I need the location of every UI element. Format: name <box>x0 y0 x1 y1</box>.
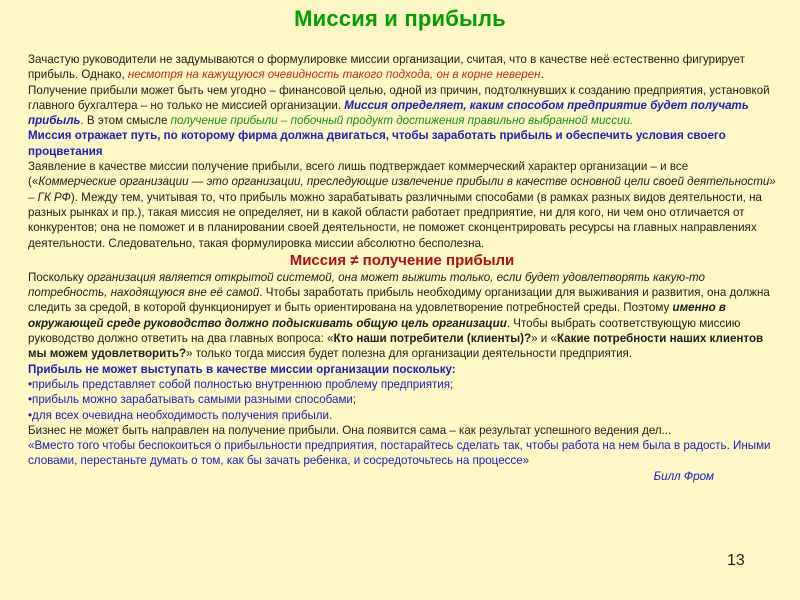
paragraph-5 <box>28 270 776 362</box>
para5-t1: Поскольку <box>28 270 87 284</box>
paragraph-3: Миссия отражает путь, по которому фирма должна двигаться, чтобы заработать прибыль и обеспечить условия своего процветания <box>28 129 726 158</box>
para2-highlight: получение прибыли – побочный продукт достижения правильно выбранной миссии. <box>170 114 634 128</box>
paragraph-6: Прибыль не может выступать в качестве миссии организации поскольку: <box>28 362 456 376</box>
para5-t6: Кто наши потребители (клиенты)? <box>333 332 532 346</box>
para1-end: . <box>540 68 544 82</box>
para5-t4: именно в окружающей среде руководство должно подыскивать общую цель организации <box>28 301 726 330</box>
slide-body <box>28 52 776 484</box>
paragraph-4 <box>28 159 776 251</box>
subheading: Миссия ≠ получение прибыли <box>289 251 515 269</box>
para2-emphasis: Миссия определяет, каким способом предприятие будет получать прибыль <box>28 98 749 128</box>
slide-title: Миссия и прибыль <box>294 6 506 31</box>
para5-t3: . Чтобы заработать прибыль необходиму организации для выживания и развития, она должна следить за средой, в которой функционирует и быть ориентирована на удовлетворение потребностей среды. Поэтому <box>28 286 770 315</box>
paragraph-2 <box>28 83 776 129</box>
paragraph-7: Бизнес не может быть направлен на получение прибыли. Она появится сама – как результат успешного ведения дел... <box>28 423 672 437</box>
para4-text: Заявление в качестве миссии получение прибыли, всего лишь подтверждает коммерческий характер организации – и все (« <box>28 160 689 189</box>
para5-t7: » и « <box>531 332 557 346</box>
para5-t2: организация является открытой системой, она может выжить только, если будет удовлетворять какую-то потребность, находящуюся вне её самой <box>28 270 705 300</box>
para5-t5: . Чтобы выбрать соответствующую миссию руководство должно ответить на два главных вопроса: « <box>28 316 741 346</box>
para5-t8: Какие потребности наших клиентов мы можем удовлетворить? <box>28 332 764 361</box>
para2-mid: . В этом смысле <box>80 114 171 128</box>
para5-t9: » только тогда миссия будет полезна для организации деятельности предприятия. <box>186 347 633 361</box>
quote: «Вместо того чтобы беспокоиться о прибыльности предприятия, постарайтесь сделать так, чтобы работа на нем была в радость. Иными словами, перестаньте думать о том, как бы зачать ребенка, и сосредоточьтесь на процессе» <box>28 439 771 468</box>
page-number: 13 <box>727 552 745 569</box>
bullet-item: •прибыль можно зарабатывать самыми разными способами; <box>28 393 357 407</box>
paragraph-1 <box>28 52 776 83</box>
quote-author: Билл Фром <box>653 469 714 483</box>
bullet-item: •для всех очевидна необходимость получения прибыли. <box>28 408 333 422</box>
para2-text: Получение прибыли может быть чем угодно – финансовой целью, одной из причин, подтолкнувших к созданию предприятия, установкой главного бухгалтера – но только не миссией организации. <box>28 83 770 112</box>
para1-text: Зачастую руководители не задумываются о формулировке миссии организации, считая, что в качестве неё естественно фигурирует прибыль. Однако, <box>28 53 745 82</box>
para4-rest: ). Между тем, учитывая то, что прибыль можно зарабатывать различными способами (в рамках разных видов деятельности, на разных рынках и пр.), такая миссия не определяет, ни в какой области работает предприятие, ни для кого, ни чем оно отличается от конкурентов; она не поможет и в планировании своей деятельности, не поможет сконцентрировать ресурсы на главных направлениях деятельности. Следовательно, такая формулировка миссии абсолютно бесполезна. <box>28 190 762 250</box>
para4-quote: Коммерческие организации — это организации, преследующие извлечение прибыли в качестве основной цели своей деятельности» – ГК РФ <box>28 175 776 204</box>
bullet-item: •прибыль представляет собой полностью внутреннюю проблему предприятия; <box>28 377 454 391</box>
para1-highlight: несмотря на кажущуюся очевидность такого подхода, он в корне неверен <box>127 68 541 82</box>
